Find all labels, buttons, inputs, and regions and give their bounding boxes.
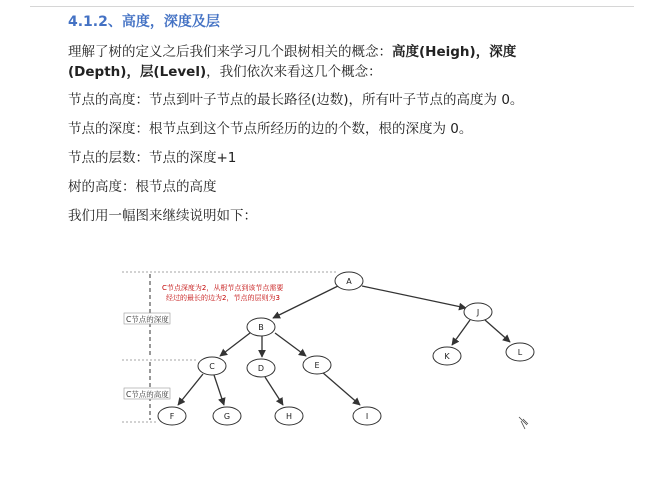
depth-label: C节点的深度: [126, 315, 169, 324]
height-label: C节点的高度: [126, 390, 169, 399]
edge-e-i: [322, 372, 360, 405]
definition-node-height: 节点的高度：节点到叶子节点的最长路径(边数)，所有叶子节点的高度为 0。: [68, 92, 524, 108]
node-a-label: A: [346, 277, 352, 286]
sep-comma-2: ，: [126, 64, 140, 80]
term-depth-en: (Depth): [68, 64, 127, 80]
node-h-label: H: [285, 412, 293, 421]
node-e-label: E: [314, 361, 320, 370]
edge-j-l: [485, 320, 510, 342]
node-f-label: F: [169, 412, 175, 421]
edge-c-g: [214, 375, 224, 405]
node-i-label: I: [365, 412, 369, 421]
definition-node-level: 节点的层数：节点的深度+1: [68, 150, 237, 166]
annotation-line-1: C节点深度为2，从根节点到该节点需要: [162, 284, 284, 292]
node-b-label: B: [258, 323, 264, 332]
edge-j-k: [452, 320, 470, 345]
node-d-label: D: [257, 364, 265, 373]
edge-a-j: [362, 286, 466, 308]
intro-text: 理解了树的定义之后我们来学习几个跟树相关的概念：: [68, 44, 392, 60]
edge-d-h: [265, 377, 283, 405]
edge-b-c: [220, 333, 250, 356]
edge-b-e: [275, 333, 306, 356]
node-c-label: C: [209, 362, 215, 371]
annotation-line-2: 经过的最长的边为2，节点的层则为3: [166, 294, 280, 302]
node-l-label: L: [517, 348, 523, 357]
node-g-label: G: [223, 412, 231, 421]
term-height: 高度(Heigh): [392, 44, 476, 60]
closing-text: 我们用一幅图来继续说明如下：: [68, 208, 257, 224]
node-j-label: J: [476, 308, 480, 317]
section-heading: 4.1.2、高度，深度及层: [68, 14, 220, 30]
cursor-icon: [519, 417, 528, 429]
definition-tree-height: 树的高度：根节点的高度: [68, 179, 217, 195]
edge-c-f: [178, 374, 203, 405]
node-k-label: K: [444, 352, 450, 361]
sep-comma-1: ，: [475, 44, 490, 60]
definition-node-depth: 节点的深度：根节点到这个节点所经历的边的个数，根的深度为 0。: [68, 121, 473, 137]
intro-tail: ，我们依次来看这几个概念：: [206, 64, 382, 80]
term-depth: 深度: [489, 44, 517, 60]
term-level: 层(Level): [139, 64, 207, 80]
